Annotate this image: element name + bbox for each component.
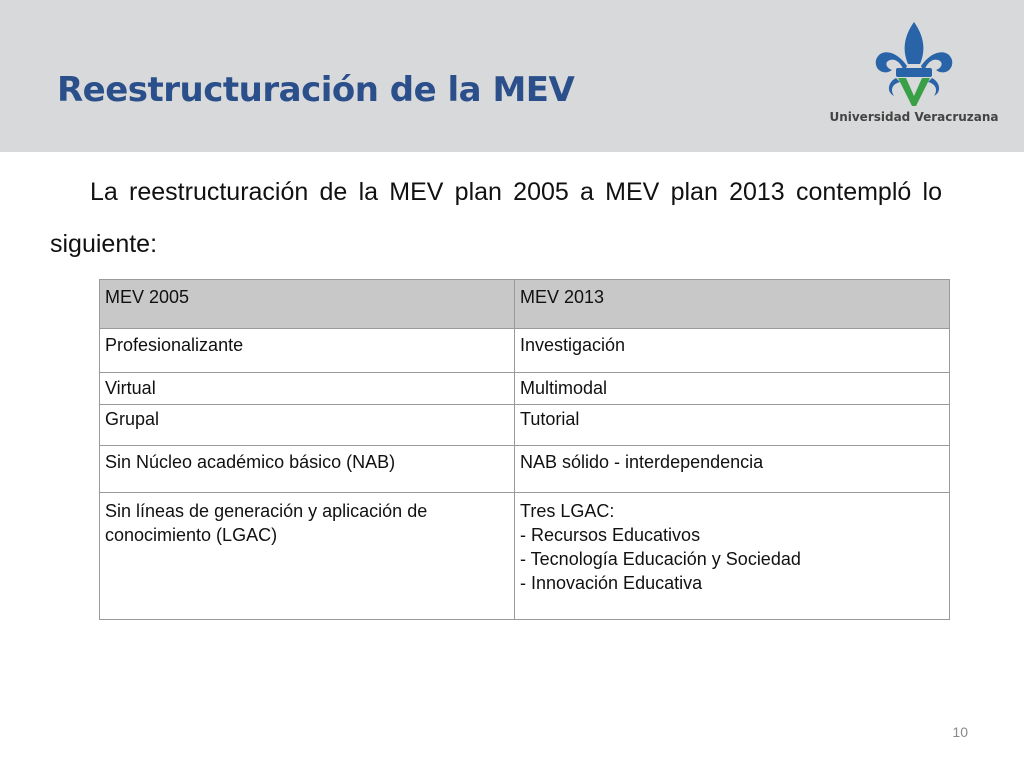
header-mev-2013: MEV 2013: [515, 280, 950, 329]
table-row: [100, 446, 950, 493]
cell-2013: [515, 373, 950, 405]
table-row: [100, 493, 950, 620]
cell-2013: [515, 493, 950, 620]
cell-line: Multimodal: [520, 378, 608, 398]
cell-line: Investigación: [520, 335, 626, 355]
cell-2013: [515, 329, 950, 373]
cell-line: - Innovación Educativa: [520, 573, 703, 593]
table-header-row: [100, 280, 950, 329]
cell-2005: Virtual: [100, 373, 515, 405]
cell-line: NAB sólido - interdependencia: [520, 452, 764, 472]
table-row: [100, 405, 950, 446]
fleur-de-lis-icon: [874, 20, 954, 112]
table-row: [100, 373, 950, 405]
header-mev-2005: MEV 2005: [100, 280, 515, 329]
cell-2013: [515, 405, 950, 446]
cell-line: Tutorial: [520, 409, 580, 429]
cell-2005: Sin líneas de generación y aplicación de conocimiento (LGAC): [100, 493, 515, 620]
cell-2005: Grupal: [100, 405, 515, 446]
cell-line: - Tecnología Educación y Sociedad: [520, 549, 801, 569]
cell-2013: [515, 446, 950, 493]
university-logo: [824, 16, 1014, 134]
cell-2005: Sin Núcleo académico básico (NAB): [100, 446, 515, 493]
cell-line: - Recursos Educativos: [520, 525, 701, 545]
logo-text: Universidad Veracruzana: [829, 110, 999, 124]
slide-title: Reestructuración de la MEV: [57, 70, 575, 110]
comparison-table: [99, 279, 950, 620]
table-row: [100, 329, 950, 373]
cell-2005: Profesionalizante: [100, 329, 515, 373]
cell-line: Tres LGAC:: [520, 501, 615, 521]
page-number: 10: [952, 724, 968, 740]
intro-paragraph: La reestructuración de la MEV plan 2005 a MEV plan 2013 contempló lo siguiente:: [50, 178, 942, 258]
